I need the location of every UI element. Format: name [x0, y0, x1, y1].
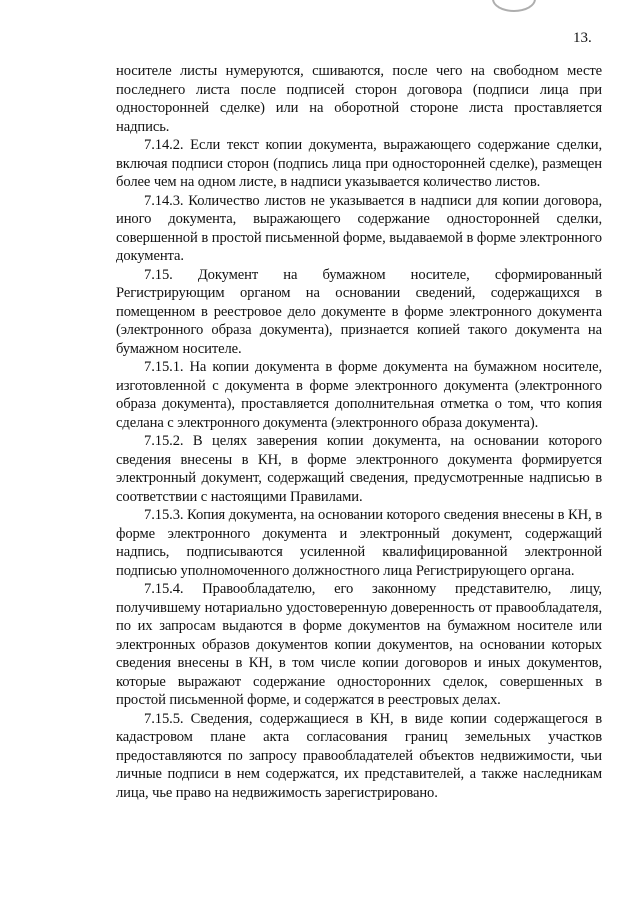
scan-artifact-mark	[492, 0, 536, 12]
paragraph-7-15-5: 7.15.5. Сведения, содержащиеся в КН, в виде копии содержащегося в кадастровом плане акта согласования границ земельных участков предоставляются по запросу правообладателей объектов недвижимости, чьи личные подписи в нем содержатся, их представителей, а также наследникам лица, чье право на недвижимость зарегистрировано.	[116, 710, 602, 801]
paragraph-7-14-3: 7.14.3. Количество листов не указывается в надписи для копии договора, иного документа, выражающего содержание односторонней сделки, совершенной в простой письменной форме, выдаваемой в форме электронного документа.	[116, 192, 602, 264]
paragraph-7-15-3: 7.15.3. Копия документа, на основании которого сведения внесены в КН, в форме электронного документа и электронный документ, содержащий надпись, подписываются усиленной квалифицированной электронной подписью уполномоченного должностного лица Регистрирующего органа.	[116, 507, 602, 579]
paragraph-continuation: носителе листы нумеруются, сшиваются, после чего на свободном месте последнего листа после подписей сторон договора (подписи лица при односторонней сделке) или на оборотной стороне листа проставляется надпись.	[116, 63, 602, 135]
paragraph-7-15-2: 7.15.2. В целях заверения копии документа, на основании которого сведения внесены в КН, в форме электронного документа формируется электронный документ, содержащий сведения, предусмотренные надписью в соответствии с настоящими Правилами.	[116, 433, 602, 505]
document-body	[116, 62, 602, 802]
paragraph-7-15: 7.15. Документ на бумажном носителе, сформированный Регистрирующим органом на основании сведений, содержащихся в помещенном в реестровое дело документе в форме электронного документа (электронного образа документа), признается копией такого документа на бумажном носителе.	[116, 266, 602, 357]
page-number: 13.	[573, 30, 592, 46]
paragraph-7-14-2: 7.14.2. Если текст копии документа, выражающего содержание сделки, включая подписи сторон (подпись лица при односторонней сделке), размещен более чем на одном листе, в надписи указывается количество листов.	[116, 137, 602, 190]
paragraph-7-15-4: 7.15.4. Правообладателю, его законному представителю, лицу, получившему нотариально удостоверенную доверенность от правообладателя, по их запросам выдаются в форме документов на бумажном носителе или электронных образов документов копии документов, на основании которых сведения внесены в КН, в том числе копии договоров и иных документов, которые выражают содержание односторонних сделок, совершенных в простой письменной форме, и содержатся в реестровых делах.	[116, 581, 602, 708]
paragraph-7-15-1: 7.15.1. На копии документа в форме документа на бумажном носителе, изготовленной с документа в форме электронного документа (электронного образа документа), проставляется дополнительная отметка о том, что копия сделана с электронного документа (электронного образа документа).	[116, 359, 602, 431]
